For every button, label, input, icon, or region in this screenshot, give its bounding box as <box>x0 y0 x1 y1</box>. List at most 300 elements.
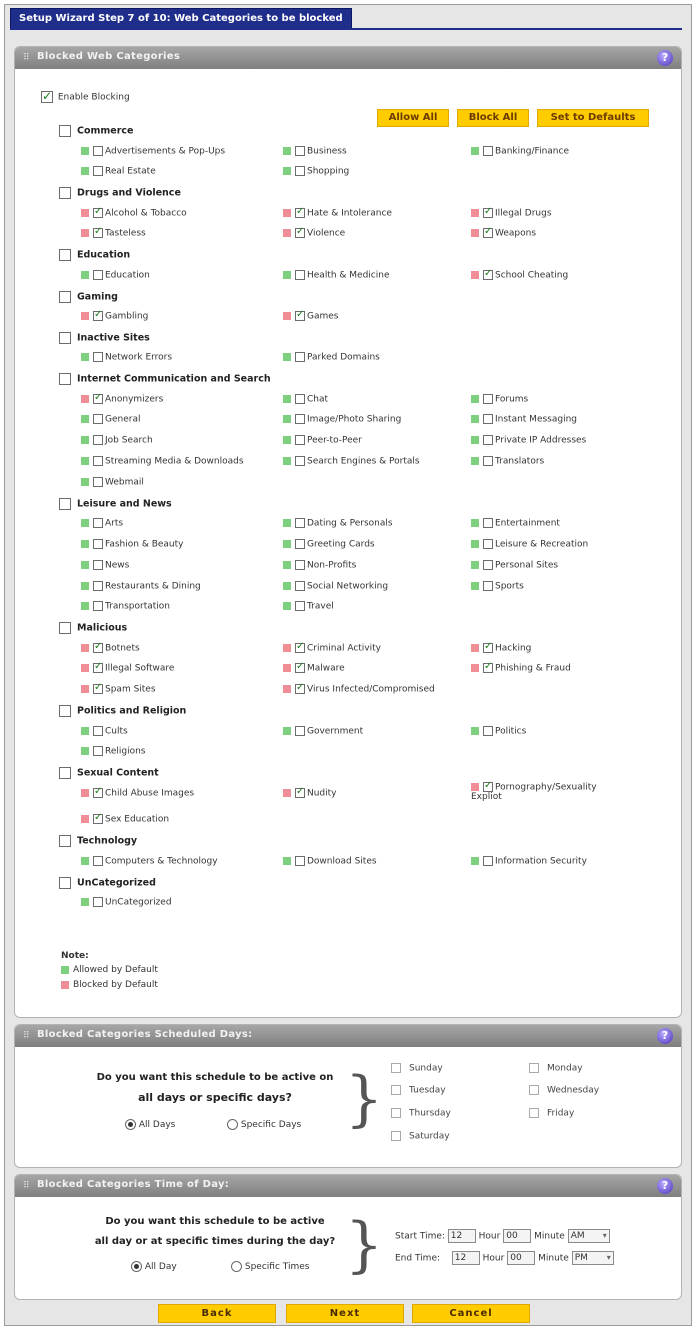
day-checkbox[interactable] <box>391 1108 401 1118</box>
category-item[interactable] <box>81 581 201 592</box>
specific-times-radio[interactable] <box>231 1261 309 1272</box>
category-checkbox[interactable] <box>59 705 71 717</box>
day-sunday[interactable] <box>391 1063 443 1074</box>
category-item[interactable] <box>81 539 184 550</box>
category-item[interactable] <box>283 601 334 612</box>
item-checkbox[interactable] <box>295 560 305 570</box>
item-checkbox[interactable] <box>295 726 305 736</box>
item-label: Nudity <box>307 788 337 799</box>
item-checkbox[interactable] <box>483 228 493 238</box>
category-item[interactable] <box>81 601 170 612</box>
item-checkbox[interactable] <box>483 560 493 570</box>
item-label: Criminal Activity <box>307 643 381 654</box>
category-item[interactable] <box>471 228 536 239</box>
grip-icon: ⠿ <box>23 1031 30 1041</box>
item-checkbox[interactable] <box>295 643 305 653</box>
category-item[interactable] <box>81 394 163 405</box>
category-item[interactable] <box>283 581 388 592</box>
category-header[interactable] <box>59 705 186 717</box>
days-question-line1: Do you want this schedule to be active on <box>96 1072 334 1083</box>
allowed-default-marker <box>81 271 89 279</box>
allowed-default-marker <box>471 436 479 444</box>
radio-button[interactable] <box>131 1261 142 1272</box>
category-header[interactable] <box>59 835 137 847</box>
item-checkbox[interactable] <box>483 394 493 404</box>
category-item[interactable] <box>471 146 569 157</box>
item-checkbox[interactable] <box>295 311 305 321</box>
allowed-default-marker <box>283 602 291 610</box>
item-checkbox[interactable] <box>93 166 103 176</box>
item-checkbox[interactable] <box>93 560 103 570</box>
category-item[interactable] <box>81 814 169 825</box>
item-checkbox[interactable] <box>295 228 305 238</box>
category-item[interactable] <box>283 146 347 157</box>
blocked-default-marker <box>471 229 479 237</box>
item-checkbox[interactable] <box>295 270 305 280</box>
category-checkbox[interactable] <box>59 125 71 137</box>
allowed-default-marker <box>81 540 89 548</box>
allowed-default-marker <box>283 727 291 735</box>
category-checkbox[interactable] <box>59 187 71 199</box>
category-item[interactable] <box>81 435 153 446</box>
category-label: Inactive Sites <box>77 332 150 344</box>
category-header[interactable] <box>59 622 127 634</box>
title-underline <box>10 28 682 30</box>
category-item[interactable] <box>471 581 524 592</box>
category-item[interactable] <box>81 166 156 177</box>
category-item[interactable] <box>471 394 528 405</box>
item-label: Botnets <box>105 643 140 654</box>
item-checkbox[interactable] <box>483 581 493 591</box>
chevron-down-icon: ▾ <box>606 1253 611 1262</box>
category-label: Education <box>77 249 131 261</box>
specific-days-label: Specific Days <box>240 1120 302 1130</box>
item-checkbox[interactable] <box>93 435 103 445</box>
set-to-defaults-button[interactable]: Set to Defaults <box>537 109 649 127</box>
allowed-default-marker <box>283 167 291 175</box>
blocked-default-marker <box>81 229 89 237</box>
ampm-value: PM <box>574 1253 588 1263</box>
item-label: Parked Domains <box>307 352 380 363</box>
item-checkbox[interactable] <box>295 856 305 866</box>
blocked-default-marker <box>283 209 291 217</box>
item-checkbox[interactable] <box>483 856 493 866</box>
allowed-default-marker <box>283 436 291 444</box>
category-item[interactable] <box>283 414 401 425</box>
category-item[interactable] <box>471 643 531 654</box>
category-item[interactable] <box>471 435 586 446</box>
category-item[interactable] <box>283 539 375 550</box>
blocked-default-marker <box>471 209 479 217</box>
category-item[interactable] <box>81 726 128 737</box>
category-item[interactable] <box>283 684 435 695</box>
day-label: Tuesday <box>409 1085 446 1096</box>
note-allowed <box>61 965 158 975</box>
category-checkbox[interactable] <box>59 877 71 889</box>
radio-button[interactable] <box>227 1119 238 1130</box>
day-label: Thursday <box>409 1108 451 1119</box>
item-checkbox[interactable] <box>93 643 103 653</box>
minute-label: Minute <box>538 1253 569 1264</box>
time-of-day-section <box>14 1174 682 1300</box>
chevron-down-icon: ▾ <box>602 1231 607 1240</box>
item-checkbox[interactable] <box>295 414 305 424</box>
item-label: Violence <box>307 228 346 239</box>
item-checkbox[interactable] <box>93 581 103 591</box>
help-icon[interactable]: ? <box>657 1028 673 1044</box>
item-checkbox[interactable] <box>295 788 305 798</box>
radio-button[interactable] <box>125 1119 136 1130</box>
item-checkbox[interactable] <box>483 726 493 736</box>
day-checkbox[interactable] <box>529 1108 539 1118</box>
category-checkbox[interactable] <box>59 291 71 303</box>
item-checkbox[interactable] <box>483 539 493 549</box>
item-checkbox[interactable] <box>295 601 305 611</box>
start-minute-input[interactable]: 00 <box>503 1229 531 1243</box>
back-button[interactable]: Back <box>158 1304 276 1323</box>
item-checkbox[interactable] <box>295 394 305 404</box>
item-label: Restaurants & Dining <box>105 581 201 591</box>
blocked-default-marker <box>81 644 89 652</box>
blocked-default-marker <box>81 815 89 823</box>
day-checkbox[interactable] <box>529 1085 539 1095</box>
item-label: Hate & Intolerance <box>307 208 392 219</box>
category-item[interactable] <box>81 352 172 363</box>
item-label: Tasteless <box>105 228 146 239</box>
allowed-default-marker <box>283 415 291 423</box>
item-label: Malware <box>307 663 345 674</box>
category-item[interactable] <box>81 208 187 219</box>
item-label: Social Networking <box>307 581 389 591</box>
allowed-default-marker <box>81 478 89 486</box>
category-header[interactable] <box>59 498 172 510</box>
blocked-default-marker <box>283 644 291 652</box>
end-ampm-select[interactable] <box>572 1251 614 1265</box>
item-label: News <box>105 560 130 571</box>
allowed-default-marker <box>81 582 89 590</box>
day-wednesday[interactable] <box>529 1085 599 1096</box>
note-blocked <box>61 980 158 990</box>
item-checkbox[interactable] <box>483 456 493 466</box>
item-label: Computers & Technology <box>105 856 218 867</box>
right-brace: } <box>345 1064 384 1134</box>
item-checkbox[interactable] <box>93 663 103 673</box>
allowed-default-marker <box>283 519 291 527</box>
item-label: Advertisements & Pop-Ups <box>105 146 226 156</box>
item-checkbox[interactable] <box>295 435 305 445</box>
blocked-default-marker <box>283 685 291 693</box>
item-checkbox[interactable] <box>295 684 305 694</box>
category-label: UnCategorized <box>77 877 156 888</box>
allowed-default-marker <box>283 540 291 548</box>
right-brace: } <box>345 1210 384 1280</box>
allowed-default-marker <box>283 857 291 865</box>
category-item[interactable] <box>81 643 140 654</box>
category-header[interactable] <box>59 125 134 137</box>
item-checkbox[interactable] <box>93 601 103 611</box>
specific-days-radio[interactable] <box>227 1119 301 1130</box>
item-checkbox[interactable] <box>483 270 493 280</box>
category-item[interactable] <box>471 856 587 867</box>
allowed-default-marker <box>81 436 89 444</box>
grip-icon: ⠿ <box>23 1181 30 1191</box>
item-label: Cults <box>105 726 128 736</box>
item-label: Entertainment <box>495 518 560 529</box>
day-checkbox[interactable] <box>391 1063 401 1073</box>
category-checkbox[interactable] <box>59 767 71 779</box>
category-header[interactable] <box>59 249 130 261</box>
item-checkbox[interactable] <box>483 435 493 445</box>
item-checkbox[interactable] <box>93 456 103 466</box>
item-label: Fashion & Beauty <box>105 539 184 550</box>
allowed-default-marker <box>471 519 479 527</box>
start-hour-input[interactable]: 12 <box>448 1229 476 1243</box>
category-item[interactable] <box>81 518 123 529</box>
item-label: Webmail <box>105 477 144 488</box>
allowed-default-marker <box>81 898 89 906</box>
category-item[interactable] <box>81 788 194 799</box>
item-checkbox[interactable] <box>295 518 305 528</box>
item-checkbox[interactable] <box>295 208 305 218</box>
allowed-default-marker <box>81 167 89 175</box>
item-checkbox[interactable] <box>93 228 103 238</box>
item-checkbox[interactable] <box>295 456 305 466</box>
category-item[interactable] <box>283 518 393 529</box>
item-label: Weapons <box>495 228 537 239</box>
day-monday[interactable] <box>529 1063 583 1074</box>
item-label: Download Sites <box>307 856 377 867</box>
item-checkbox[interactable] <box>483 414 493 424</box>
all-day-label: All Day <box>144 1262 177 1272</box>
item-checkbox[interactable] <box>93 814 103 824</box>
day-label: Saturday <box>409 1131 450 1142</box>
day-label: Monday <box>547 1063 583 1074</box>
enable-blocking-checkbox[interactable] <box>41 91 53 103</box>
category-checkbox[interactable] <box>59 373 71 385</box>
item-checkbox[interactable] <box>295 146 305 156</box>
item-checkbox[interactable] <box>93 270 103 280</box>
allowed-default-marker <box>81 457 89 465</box>
allowed-default-marker <box>283 561 291 569</box>
category-item[interactable] <box>283 208 392 219</box>
section-title: Blocked Categories Scheduled Days: <box>37 1029 253 1040</box>
allowed-default-marker <box>471 857 479 865</box>
category-item[interactable] <box>283 166 349 177</box>
category-item[interactable] <box>471 560 558 571</box>
item-label: Anonymizers <box>105 394 164 405</box>
category-item[interactable] <box>471 456 544 467</box>
item-checkbox[interactable] <box>93 897 103 907</box>
item-checkbox[interactable] <box>93 394 103 404</box>
allowed-default-marker <box>471 540 479 548</box>
item-checkbox[interactable] <box>93 856 103 866</box>
end-minute-input[interactable]: 00 <box>507 1251 535 1265</box>
item-checkbox[interactable] <box>93 311 103 321</box>
section-title: Blocked Web Categories <box>37 51 181 62</box>
allowed-default-marker <box>283 457 291 465</box>
category-item[interactable] <box>471 208 552 219</box>
day-checkbox[interactable] <box>391 1085 401 1095</box>
allowed-default-marker <box>81 602 89 610</box>
item-label: Real Estate <box>105 166 156 177</box>
item-checkbox[interactable] <box>93 684 103 694</box>
end-time-row <box>395 1251 614 1265</box>
item-checkbox[interactable] <box>93 414 103 424</box>
category-item[interactable] <box>81 746 146 757</box>
category-item[interactable] <box>81 414 140 425</box>
item-checkbox[interactable] <box>483 643 493 653</box>
category-item[interactable] <box>283 643 381 654</box>
allowed-default-marker <box>81 727 89 735</box>
item-checkbox[interactable] <box>93 352 103 362</box>
day-checkbox[interactable] <box>529 1063 539 1073</box>
item-checkbox[interactable] <box>295 581 305 591</box>
item-checkbox[interactable] <box>295 352 305 362</box>
item-checkbox[interactable] <box>483 782 493 792</box>
day-friday[interactable] <box>529 1108 574 1119</box>
end-hour-input[interactable]: 12 <box>452 1251 480 1265</box>
category-header[interactable] <box>59 187 181 199</box>
hour-label: Hour <box>478 1231 501 1242</box>
category-item[interactable] <box>81 477 144 488</box>
category-header[interactable] <box>59 767 159 779</box>
blocked-default-marker <box>81 789 89 797</box>
category-item[interactable] <box>283 788 337 799</box>
category-item[interactable] <box>283 856 377 867</box>
category-item[interactable] <box>471 270 568 281</box>
category-header[interactable] <box>59 332 150 344</box>
category-checkbox[interactable] <box>59 249 71 261</box>
item-label: General <box>105 414 141 425</box>
note-allowed-label: Allowed by Default <box>73 965 158 975</box>
category-item[interactable] <box>283 394 328 405</box>
allowed-default-marker <box>471 395 479 403</box>
allowed-default-marker <box>81 857 89 865</box>
category-checkbox[interactable] <box>59 498 71 510</box>
category-item[interactable] <box>81 228 146 239</box>
item-checkbox[interactable] <box>93 208 103 218</box>
category-item[interactable] <box>471 518 560 529</box>
category-item[interactable] <box>81 560 129 571</box>
cancel-button[interactable]: Cancel <box>412 1304 530 1323</box>
category-item[interactable] <box>283 663 345 674</box>
category-item[interactable] <box>81 897 172 908</box>
item-checkbox[interactable] <box>93 146 103 156</box>
allowed-default-marker <box>283 271 291 279</box>
category-checkbox[interactable] <box>59 835 71 847</box>
category-item[interactable] <box>283 456 420 467</box>
minute-label: Minute <box>534 1231 565 1242</box>
help-icon[interactable]: ? <box>657 50 673 66</box>
category-checkbox[interactable] <box>59 332 71 344</box>
note-title: Note: <box>61 951 89 961</box>
item-label: Peer-to-Peer <box>307 435 362 446</box>
item-label: School Cheating <box>495 270 569 281</box>
category-item[interactable] <box>283 228 345 239</box>
item-checkbox[interactable] <box>295 539 305 549</box>
item-checkbox[interactable] <box>483 663 493 673</box>
item-checkbox[interactable] <box>295 663 305 673</box>
category-item[interactable] <box>81 146 225 157</box>
all-days-label: All Days <box>138 1120 176 1130</box>
item-label: Travel <box>307 601 334 612</box>
item-label: Network Errors <box>105 352 173 363</box>
start-ampm-select[interactable] <box>568 1229 610 1243</box>
note-blocked-label: Blocked by Default <box>73 980 158 990</box>
day-thursday[interactable] <box>391 1108 451 1119</box>
days-question-line2: all days or specific days? <box>138 1091 292 1104</box>
category-item[interactable] <box>283 270 390 281</box>
category-checkbox[interactable] <box>59 622 71 634</box>
item-checkbox[interactable] <box>93 746 103 756</box>
block-all-button[interactable]: Block All <box>457 109 529 127</box>
category-label: Gaming <box>77 291 118 302</box>
item-checkbox[interactable] <box>295 166 305 176</box>
category-item[interactable] <box>81 663 174 674</box>
category-item[interactable] <box>471 726 526 737</box>
allowed-default-marker <box>81 561 89 569</box>
item-checkbox[interactable] <box>483 208 493 218</box>
category-item[interactable] <box>81 684 156 695</box>
next-button[interactable]: Next <box>286 1304 404 1323</box>
category-item[interactable] <box>283 311 338 322</box>
category-item[interactable] <box>283 352 380 363</box>
radio-button[interactable] <box>231 1261 242 1272</box>
item-label: Leisure & Recreation <box>495 539 589 550</box>
item-checkbox[interactable] <box>483 518 493 528</box>
category-label: Malicious <box>77 622 128 634</box>
all-day-radio[interactable] <box>131 1261 177 1272</box>
day-saturday[interactable] <box>391 1131 450 1142</box>
category-item[interactable] <box>471 782 597 803</box>
day-checkbox[interactable] <box>391 1131 401 1141</box>
category-item[interactable] <box>81 270 150 281</box>
help-icon[interactable]: ? <box>657 1178 673 1194</box>
item-label: Gambling <box>105 311 149 322</box>
category-label: Internet Communication and Search <box>77 373 271 385</box>
enable-blocking[interactable] <box>41 91 130 103</box>
blocked-default-marker <box>471 644 479 652</box>
category-item[interactable] <box>81 456 244 467</box>
allow-all-button[interactable]: Allow All <box>377 109 449 127</box>
item-checkbox[interactable] <box>93 726 103 736</box>
item-label: Sports <box>495 581 524 591</box>
category-item[interactable] <box>471 414 577 425</box>
item-checkbox[interactable] <box>93 539 103 549</box>
category-item[interactable] <box>471 663 571 674</box>
all-days-radio[interactable] <box>125 1119 175 1130</box>
time-question-line2: all day or at specific times during the day? <box>94 1236 336 1247</box>
category-header[interactable] <box>59 291 118 303</box>
allowed-swatch <box>61 966 69 974</box>
day-tuesday[interactable] <box>391 1085 446 1096</box>
category-item[interactable] <box>283 560 356 571</box>
category-header[interactable] <box>59 877 156 889</box>
item-checkbox[interactable] <box>93 477 103 487</box>
category-item[interactable] <box>283 726 363 737</box>
item-checkbox[interactable] <box>483 146 493 156</box>
section-title: Blocked Categories Time of Day: <box>37 1179 230 1190</box>
category-item[interactable] <box>471 539 588 550</box>
category-item[interactable] <box>81 311 148 322</box>
item-label: Illegal Software <box>105 663 175 674</box>
category-header[interactable] <box>59 373 271 385</box>
category-item[interactable] <box>283 435 362 446</box>
item-checkbox[interactable] <box>93 788 103 798</box>
item-checkbox[interactable] <box>93 518 103 528</box>
item-label: Child Abuse Images <box>105 788 195 799</box>
category-item[interactable] <box>81 856 218 867</box>
